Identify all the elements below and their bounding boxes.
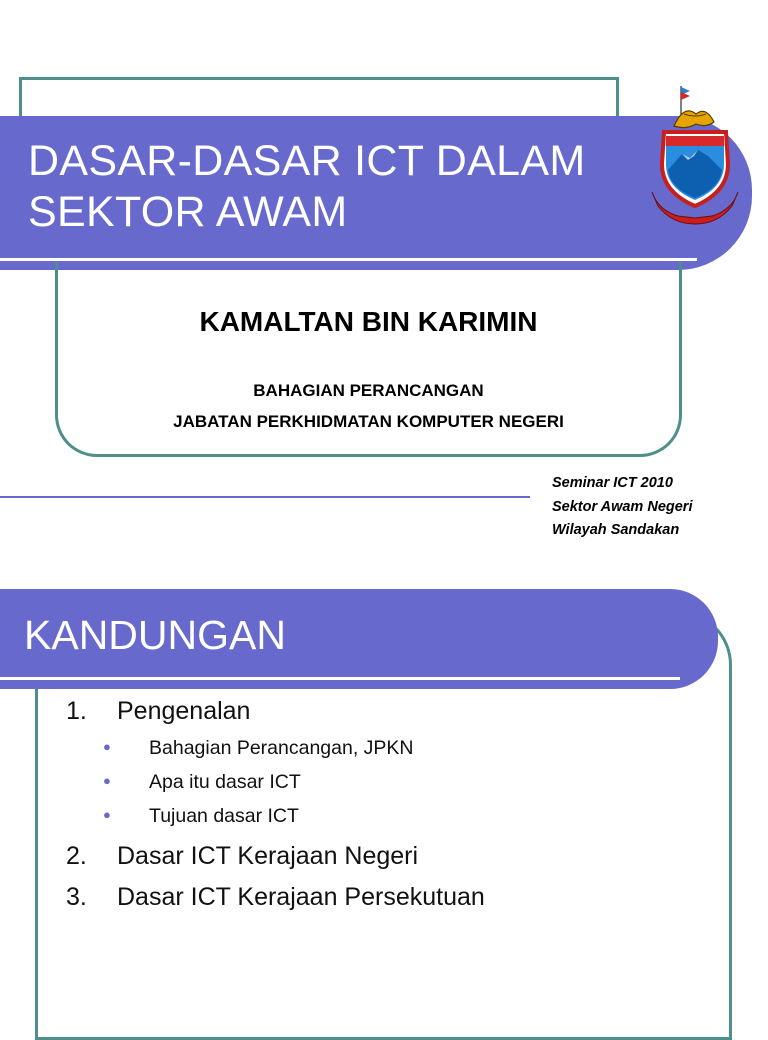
toc-subitem-label: Bahagian Perancangan, JPKN: [149, 737, 414, 759]
toc-item-number: 1.: [66, 697, 87, 725]
toc-item-2: [66, 842, 418, 871]
toc-subitem: [103, 737, 414, 760]
toc-item-label: Pengenalan: [117, 697, 251, 725]
toc-item-3: [66, 883, 485, 912]
presenter-name: KAMALTAN BIN KARIMIN: [199, 306, 538, 337]
slide-title-line-2: SEKTOR AWAM: [28, 188, 348, 236]
toc-item-number: 2.: [66, 842, 87, 870]
contents-title: KANDUNGAN: [24, 612, 286, 658]
event-sector: Sektor Awam Negeri: [552, 498, 693, 515]
slide-title-line-1: DASAR-DASAR ICT DALAM: [28, 137, 586, 185]
toc-item-label: Dasar ICT Kerajaan Negeri: [117, 842, 419, 870]
department-name: BAHAGIAN PERANCANGAN: [253, 381, 484, 400]
bullet-icon: ●: [103, 807, 111, 822]
agency-name: JABATAN PERKHIDMATAN KOMPUTER NEGERI: [173, 412, 564, 431]
toc-subitem-label: Tujuan dasar ICT: [149, 805, 299, 827]
bullet-icon: ●: [103, 773, 111, 788]
toc-item-1: [66, 697, 250, 726]
toc-item-number: 3.: [66, 883, 87, 911]
toc-subitem-label: Apa itu dasar ICT: [149, 771, 301, 793]
event-name: Seminar ICT 2010: [552, 475, 673, 491]
toc-subitem: [103, 771, 301, 794]
toc-subitem: [103, 805, 299, 828]
bullet-icon: ●: [103, 739, 111, 754]
toc-item-label: Dasar ICT Kerajaan Persekutuan: [117, 883, 485, 911]
event-region: Wilayah Sandakan: [552, 522, 680, 538]
